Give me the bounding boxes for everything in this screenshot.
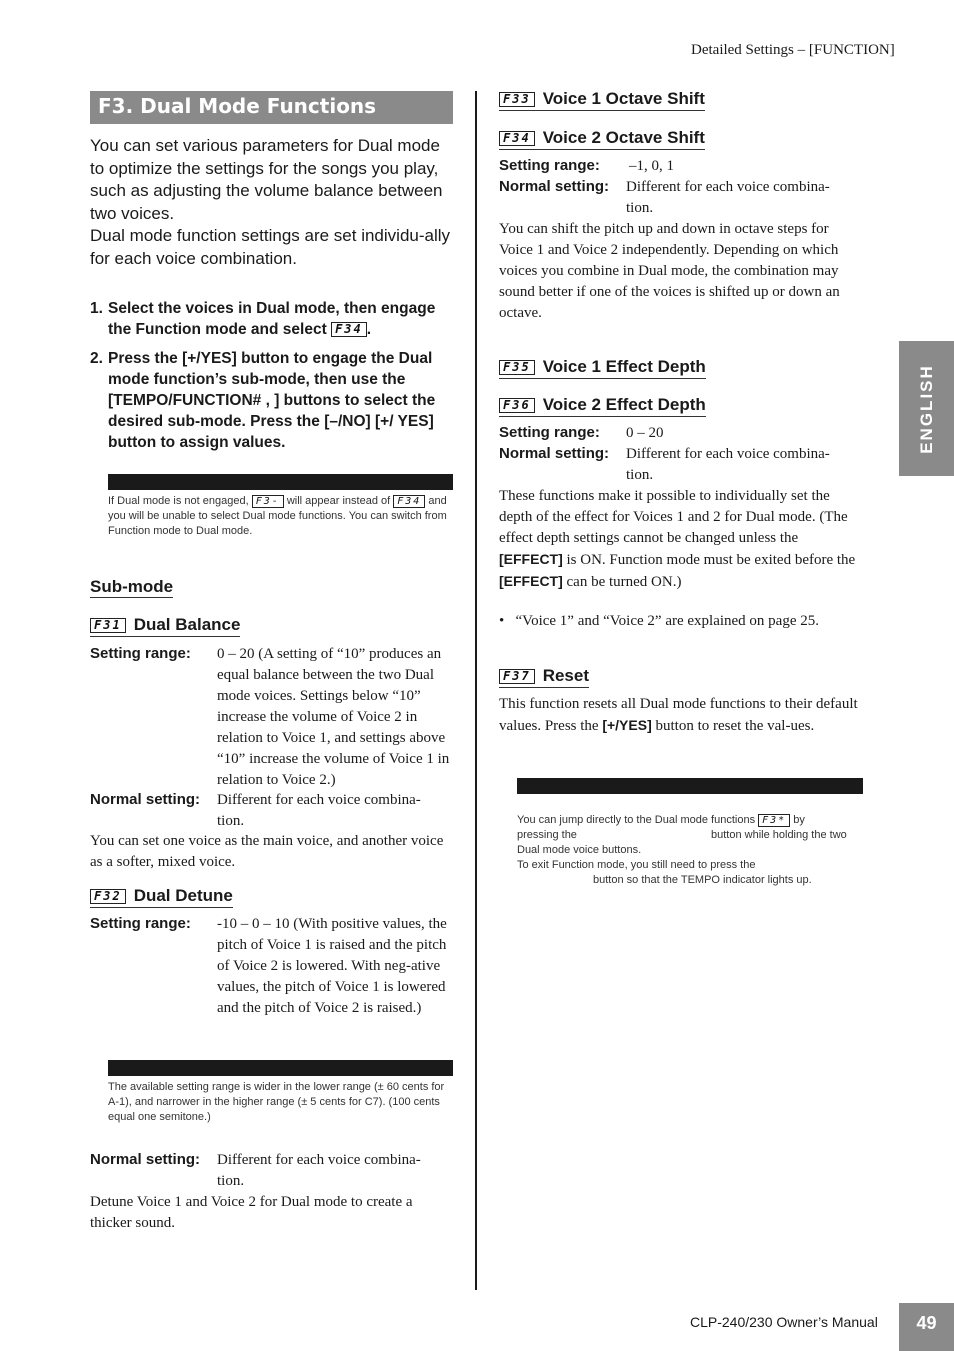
f35-heading: F35 Voice 1 Effect Depth (499, 357, 706, 379)
note-dual-not-engaged: If Dual mode is not engaged, F3- will appear instead of F34 and you will be unable to select Dual mode functions. You can switch from Function mode to Dual mode. (108, 495, 447, 537)
note-bar (108, 474, 453, 490)
f34-normal: Different for each voice combina-tion. (626, 179, 830, 216)
f36-range: 0 – 20 (626, 425, 664, 441)
f31-heading: F31 Dual Balance (90, 615, 240, 637)
page-number: 49 (899, 1303, 954, 1351)
lcd-display: F32 (90, 889, 126, 904)
normal-setting-label: Normal setting: (90, 791, 201, 808)
note-bar (108, 1060, 453, 1076)
setting-range-label: Setting range: (90, 915, 191, 932)
language-tab: ENGLISH (899, 341, 954, 476)
step-2: 2. Press the [+/YES] button to engage the Dual mode function’s sub-mode, then use the [TEMPO/FUNCTION# , ] buttons to select the desired sub-mode. Press the [–/NO] [+/ YES] button to assign values. (90, 350, 436, 451)
normal-setting-label: Normal setting: (499, 445, 610, 462)
f37-description: This function resets all Dual mode functions to their default values. Press the [+/YES] button to reset the val-ues. (499, 696, 858, 734)
lcd-display: F34 (499, 131, 535, 146)
normal-setting-label: Normal setting: (499, 178, 610, 195)
voice-reference-note: • “Voice 1” and “Voice 2” are explained on page 25. (499, 613, 820, 629)
setting-range-label: Setting range: (90, 645, 191, 662)
f32-heading: F32 Dual Detune (90, 886, 233, 908)
lcd-display: F36 (499, 398, 535, 413)
f32-normal: Different for each voice combina-tion. (217, 1152, 421, 1189)
f32-range: -10 – 0 – 10 (With positive values, the pitch of Voice 1 is raised and the pitch of Voice 2 is lowered. With neg-ative values, the pitch of Voice 1 is lowered and the pitch of Voice 2 is raised.) (217, 916, 447, 1016)
f36-description: These functions make it possible to individually set the depth of the effect for Voices 1 and 2 for Dual mode. (The effect depth settings cannot be changed unless the [EFFECT] is ON. Function mode must be exited before the [EFFECT] can be turned ON.) (499, 488, 856, 590)
f37-heading: F37 Reset (499, 666, 589, 688)
f36-heading: F36 Voice 2 Effect Depth (499, 395, 706, 417)
lcd-display: F34 (331, 322, 367, 337)
f34-range: –1, 0, 1 (629, 158, 674, 174)
tip-bar (517, 778, 863, 794)
f34-heading: F34 Voice 2 Octave Shift (499, 128, 705, 150)
f31-normal: Different for each voice combina-tion. (217, 792, 421, 829)
f31-description: You can set one voice as the main voice, and another voice as a softer, mixed voice. (90, 833, 444, 870)
lcd-display: F34 (393, 495, 425, 508)
setting-range-label: Setting range: (499, 424, 600, 441)
lcd-display: F3* (758, 814, 790, 827)
intro-text (90, 135, 452, 270)
f34-description: You can shift the pitch up and down in octave steps for Voice 1 and Voice 2 independently. Depending on which voices you combine in Dual mode, the combination may sound better if one of the voices is shifted up or down an octave. (499, 221, 840, 321)
tip-jump-dual: You can jump directly to the Dual mode functions F3* by pressing the button while holding the two Dual mode voice buttons. To exit Function mode, you still need to press the button so that the TEMPO indicator lights up. (517, 814, 847, 886)
note-detune-range: The available setting range is wider in the lower range (± 60 cents for A-1), and narrower in the higher range (± 5 cents for C7). (100 cents equal one semitone.) (108, 1081, 445, 1123)
f31-range: 0 – 20 (A setting of “10” produces an equal balance between the two Dual mode voices. Settings below “10” increase the volume of Voice 2 in relation to Voice 1, and settings above “10” increase the volume of Voice 1 in relation to Voice 2.) (217, 646, 450, 788)
lcd-display: F37 (499, 669, 535, 684)
intro-paragraph-2: Dual mode function settings are set individu-ally for each voice combination. (90, 226, 451, 268)
submode-heading: Sub-mode (90, 577, 174, 596)
f36-normal: Different for each voice combina-tion. (626, 446, 830, 483)
setting-range-label: Setting range: (499, 157, 600, 174)
f32-description: Detune Voice 1 and Voice 2 for Dual mode to create a thicker sound. (90, 1194, 413, 1231)
intro-paragraph-1: You can set various parameters for Dual mode to optimize the settings for the songs you play, such as adjusting the volume balance between two voices. (90, 136, 443, 223)
f33-heading: F33 Voice 1 Octave Shift (499, 89, 705, 111)
lcd-display: F33 (499, 92, 535, 107)
lcd-display: F35 (499, 360, 535, 375)
running-header: Detailed Settings – [FUNCTION] (691, 42, 895, 58)
step-1: 1. Select the voices in Dual mode, then engage the Function mode and select F34 . (90, 300, 436, 338)
lcd-display: F31 (90, 618, 126, 633)
lcd-display: F3- (252, 495, 284, 508)
section-title: F3. Dual Mode Functions (90, 91, 453, 124)
column-divider (475, 91, 477, 1290)
normal-setting-label: Normal setting: (90, 1151, 201, 1168)
footer-manual-title: CLP-240/230 Owner’s Manual (690, 1314, 878, 1330)
